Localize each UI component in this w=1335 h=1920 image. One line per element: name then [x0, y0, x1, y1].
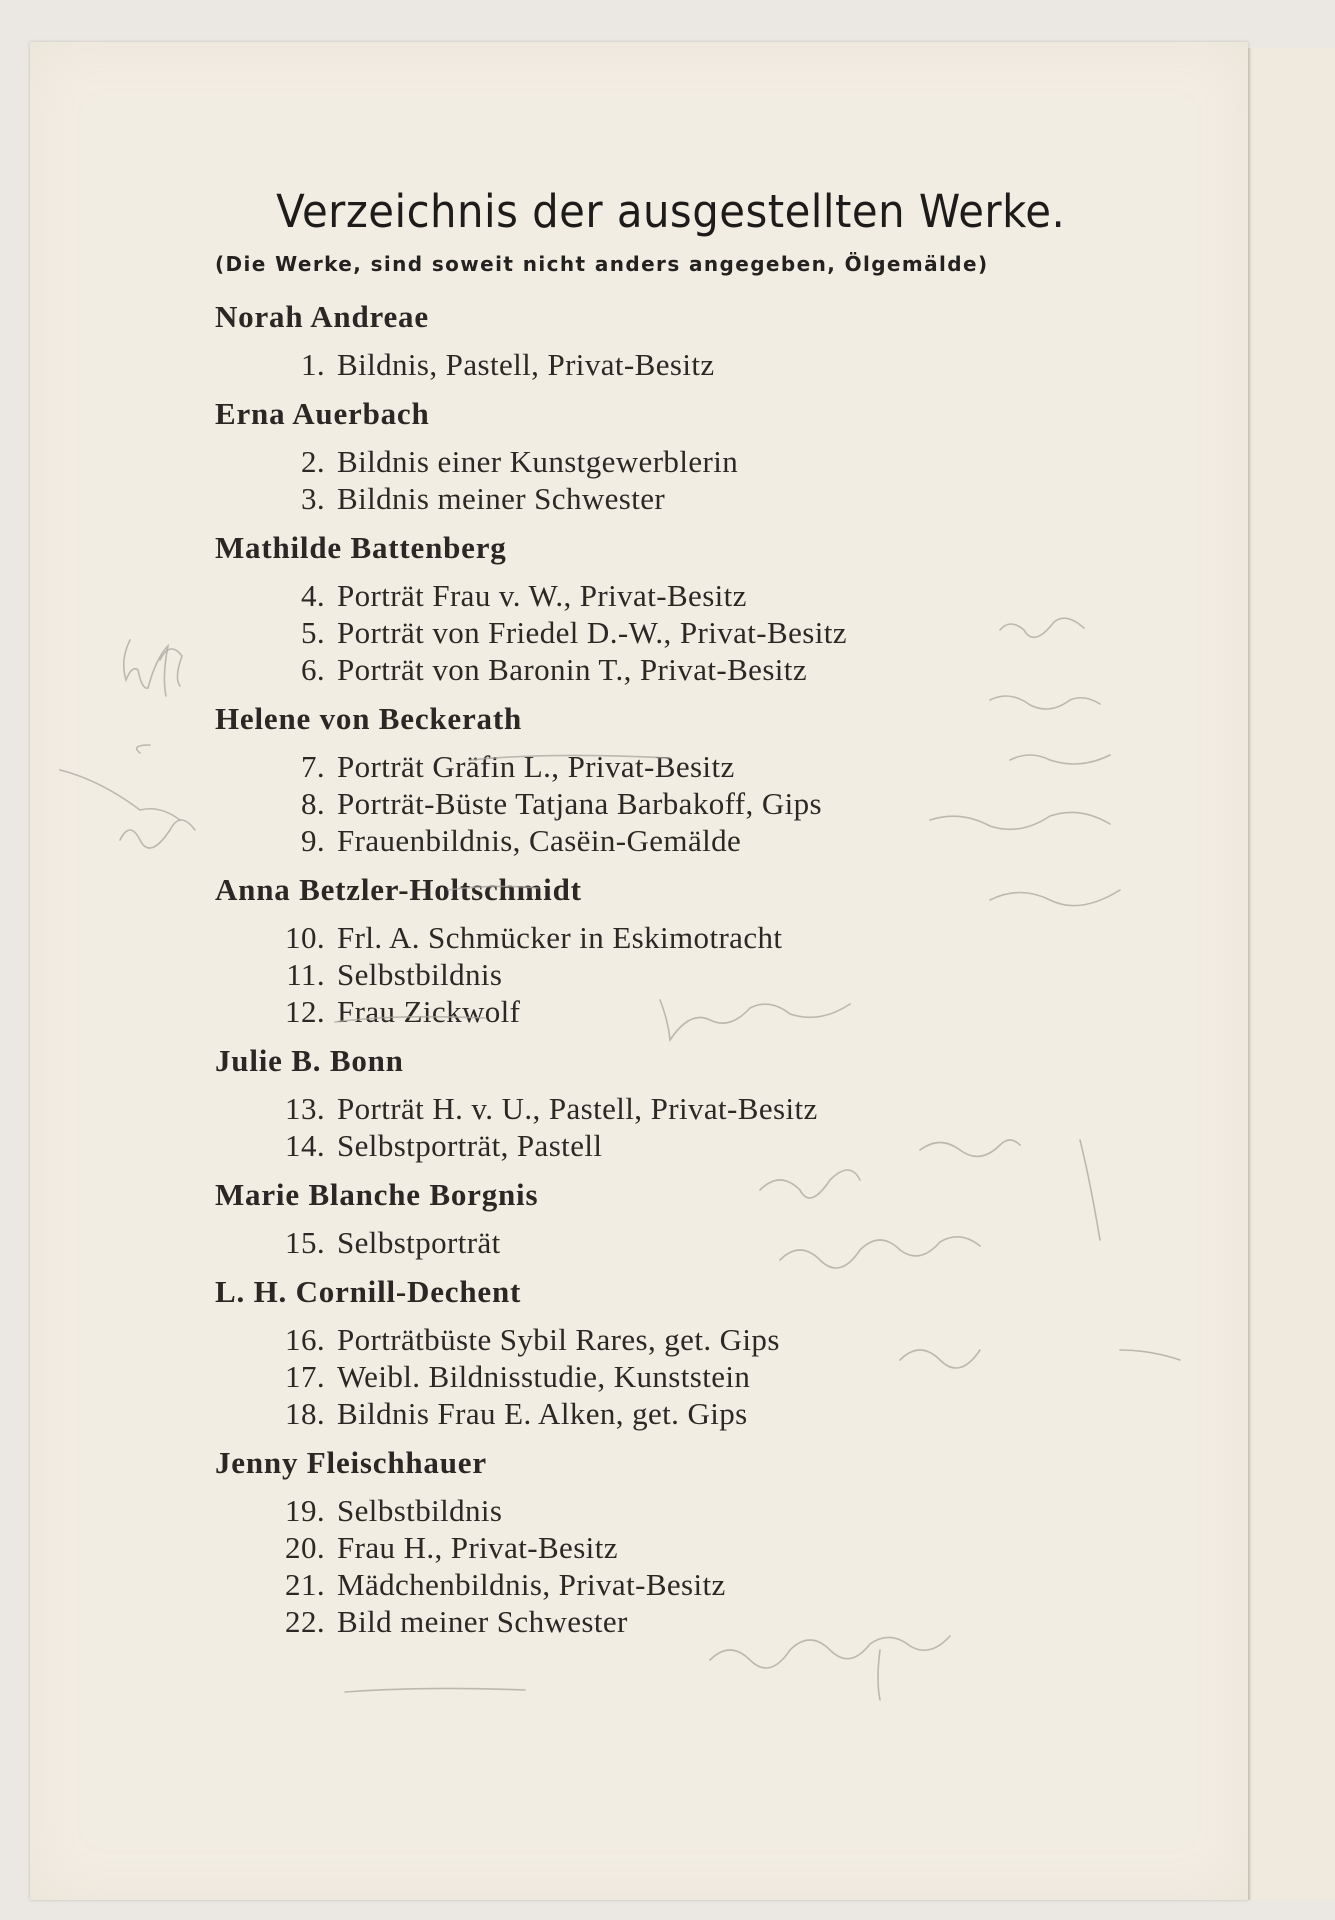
work-number: 6.	[300, 652, 325, 687]
work-item	[215, 1529, 1135, 1566]
work-item	[215, 1321, 1135, 1358]
work-item	[215, 785, 1135, 822]
page-subtitle: (Die Werke, sind soweit nicht anders angegeben, Ölgemälde)	[215, 252, 989, 276]
work-number: 12.	[285, 994, 325, 1029]
work-number: 16.	[285, 1322, 325, 1357]
work-number: 9.	[300, 823, 325, 858]
artist-name: Helene von Beckerath	[215, 701, 523, 736]
work-number: 15.	[285, 1225, 325, 1260]
work-title: Bildnis Frau E. Alken, get. Gips	[337, 1396, 748, 1431]
work-item	[215, 651, 1135, 688]
work-number: 18.	[285, 1396, 325, 1431]
work-number: 19.	[285, 1493, 325, 1528]
page-fold-shadow	[1249, 48, 1252, 1900]
work-item	[215, 822, 1135, 859]
artist-name: Anna Betzler-Holtschmidt	[215, 872, 582, 907]
catalogue-content	[215, 185, 1135, 1652]
work-number: 2.	[300, 444, 325, 479]
artist-name: Marie Blanche Borgnis	[215, 1177, 539, 1212]
page-title: Verzeichnis der ausgestellten Werke.	[276, 185, 1066, 238]
artist-entry	[215, 395, 1135, 517]
artist-entry	[215, 1176, 1135, 1261]
work-number: 13.	[285, 1091, 325, 1126]
artist-entry	[215, 529, 1135, 688]
work-number: 14.	[285, 1128, 325, 1163]
work-title: Selbstporträt, Pastell	[337, 1128, 603, 1163]
work-title: Frau Zickwolf	[337, 994, 521, 1029]
work-number: 5.	[300, 615, 325, 650]
artist-entry	[215, 871, 1135, 1030]
artist-entry	[215, 1273, 1135, 1432]
work-number: 11.	[286, 957, 325, 992]
work-title: Porträt Frau v. W., Privat-Besitz	[337, 578, 747, 613]
work-item	[215, 1603, 1135, 1640]
artist-name: L. H. Cornill-Dechent	[215, 1274, 522, 1309]
work-number: 4.	[300, 578, 325, 613]
work-item	[215, 346, 1135, 383]
work-item	[215, 480, 1135, 517]
work-title: Bildnis einer Kunstgewerblerin	[337, 444, 739, 479]
work-title: Frauenbildnis, Casëin-Gemälde	[337, 823, 742, 858]
work-title: Porträtbüste Sybil Rares, get. Gips	[337, 1322, 780, 1357]
work-item	[215, 1566, 1135, 1603]
adjacent-page-edge	[1248, 48, 1335, 1900]
work-number: 7.	[300, 749, 325, 784]
work-title: Porträt von Baronin T., Privat-Besitz	[337, 652, 807, 687]
work-item	[215, 1395, 1135, 1432]
work-title: Bild meiner Schwester	[337, 1604, 628, 1639]
work-number: 20.	[285, 1530, 325, 1565]
work-title: Selbstbildnis	[337, 957, 503, 992]
work-title: Porträt-Büste Tatjana Barbakoff, Gips	[337, 786, 822, 821]
artist-entry	[215, 700, 1135, 859]
artist-entry	[215, 1444, 1135, 1640]
work-item	[215, 1492, 1135, 1529]
work-title: Selbstbildnis	[337, 1493, 503, 1528]
work-item	[215, 443, 1135, 480]
work-item	[215, 1127, 1135, 1164]
artist-name: Mathilde Battenberg	[215, 530, 507, 565]
work-title: Porträt H. v. U., Pastell, Privat-Besitz	[337, 1091, 818, 1126]
work-title: Porträt von Friedel D.-W., Privat-Besitz	[337, 615, 847, 650]
work-item	[215, 748, 1135, 785]
work-title: Weibl. Bildnisstudie, Kunststein	[337, 1359, 751, 1394]
work-number: 1.	[300, 347, 325, 382]
artist-list	[215, 298, 1135, 1640]
work-item	[215, 614, 1135, 651]
work-number: 10.	[285, 920, 325, 955]
work-number: 17.	[285, 1359, 325, 1394]
work-number: 21.	[285, 1567, 325, 1602]
artist-entry	[215, 298, 1135, 383]
work-item	[215, 1224, 1135, 1261]
work-title: Frl. A. Schmücker in Eskimotracht	[337, 920, 783, 955]
work-title: Bildnis meiner Schwester	[337, 481, 666, 516]
work-item	[215, 993, 1135, 1030]
work-title: Mädchenbildnis, Privat-Besitz	[337, 1567, 726, 1602]
artist-name: Erna Auerbach	[215, 396, 430, 431]
work-item	[215, 577, 1135, 614]
work-item	[215, 919, 1135, 956]
work-title: Frau H., Privat-Besitz	[337, 1530, 618, 1565]
work-number: 8.	[300, 786, 325, 821]
artist-name: Norah Andreae	[215, 299, 429, 334]
artist-name: Julie B. Bonn	[215, 1043, 404, 1078]
work-title: Selbstporträt	[337, 1225, 501, 1260]
work-number: 22.	[285, 1604, 325, 1639]
work-item	[215, 1090, 1135, 1127]
work-item	[215, 956, 1135, 993]
work-title: Porträt Gräfin L., Privat-Besitz	[337, 749, 735, 784]
work-number: 3.	[300, 481, 325, 516]
artist-name: Jenny Fleischhauer	[215, 1445, 487, 1480]
work-item	[215, 1358, 1135, 1395]
artist-entry	[215, 1042, 1135, 1164]
work-title: Bildnis, Pastell, Privat-Besitz	[337, 347, 715, 382]
